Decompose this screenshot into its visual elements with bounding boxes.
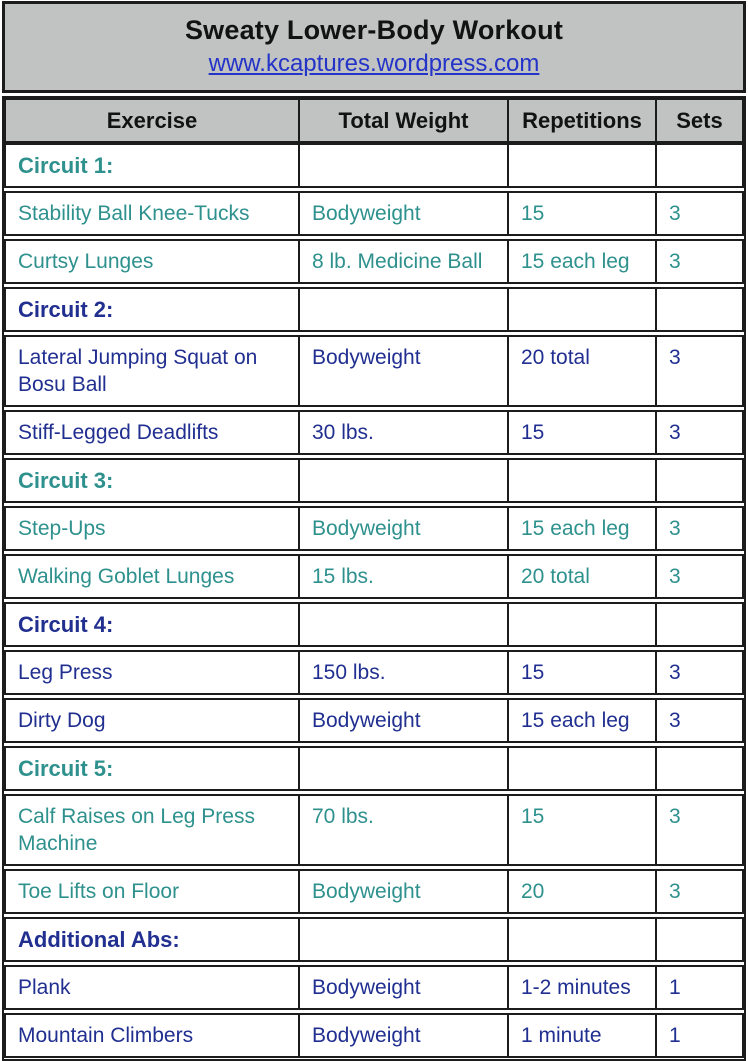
cell-sets [655, 919, 742, 960]
section-row [4, 917, 744, 962]
cell-repetitions: 15 each leg [507, 700, 655, 741]
section-row [4, 287, 744, 332]
cell-total-weight: 8 lb. Medicine Ball [298, 241, 507, 282]
cell-total-weight [298, 919, 507, 960]
cell-total-weight: Bodyweight [298, 700, 507, 741]
cell-exercise: Circuit 4: [18, 612, 114, 637]
cell-total-weight: 30 lbs. [298, 412, 507, 453]
table-row [4, 410, 744, 455]
cell-exercise: Circuit 2: [18, 297, 114, 322]
cell-sets: 3 [655, 193, 742, 234]
table-row [4, 650, 744, 695]
cell-sets: 3 [655, 412, 742, 453]
section-row [4, 143, 744, 188]
cell-exercise: Walking Goblet Lunges [18, 565, 235, 588]
cell-sets: 1 [655, 1015, 742, 1056]
table-row [4, 698, 744, 743]
cell-total-weight: Bodyweight [298, 871, 507, 912]
cell-repetitions: 15 [507, 193, 655, 234]
cell-repetitions: 1 minute [507, 1015, 655, 1056]
table-header-row [4, 98, 744, 143]
table-row [4, 1013, 744, 1058]
cell-exercise: Plank [18, 976, 71, 999]
table-row [4, 794, 744, 866]
section-row [4, 458, 744, 503]
cell-exercise: Dirty Dog [18, 709, 106, 732]
cell-sets: 3 [655, 508, 742, 549]
section-row [4, 602, 744, 647]
page-title: Sweaty Lower-Body Workout [184, 15, 564, 45]
cell-sets: 1 [655, 967, 742, 1008]
table-row [4, 869, 744, 914]
cell-exercise: Step-Ups [18, 517, 106, 540]
table-body [4, 143, 744, 1058]
cell-exercise: Circuit 5: [18, 756, 114, 781]
cell-repetitions [507, 145, 655, 186]
title-block [2, 1, 746, 93]
cell-repetitions [507, 460, 655, 501]
cell-total-weight: 70 lbs. [298, 796, 507, 864]
table-row [4, 191, 744, 236]
workout-sheet [2, 1, 746, 1061]
website-link[interactable]: www.kcaptures.wordpress.com [208, 50, 540, 77]
cell-repetitions: 15 each leg [507, 508, 655, 549]
cell-exercise: Additional Abs: [18, 927, 180, 952]
cell-exercise: Toe Lifts on Floor [18, 880, 180, 903]
cell-exercise: Circuit 1: [18, 153, 114, 178]
cell-repetitions: 15 [507, 652, 655, 693]
table-row [4, 506, 744, 551]
cell-total-weight [298, 748, 507, 789]
cell-exercise: Mountain Climbers [18, 1024, 194, 1047]
cell-repetitions: 15 [507, 412, 655, 453]
column-header-sets: Sets [655, 100, 742, 141]
cell-total-weight: Bodyweight [298, 508, 507, 549]
cell-exercise: Circuit 3: [18, 468, 114, 493]
cell-exercise: Leg Press [18, 661, 113, 684]
cell-total-weight [298, 460, 507, 501]
cell-total-weight: 150 lbs. [298, 652, 507, 693]
cell-sets [655, 748, 742, 789]
cell-sets [655, 145, 742, 186]
cell-total-weight [298, 289, 507, 330]
cell-sets [655, 604, 742, 645]
cell-exercise: Lateral Jumping Squat on Bosu Ball [18, 346, 258, 396]
cell-repetitions [507, 919, 655, 960]
cell-sets: 3 [655, 796, 742, 864]
cell-exercise: Curtsy Lunges [18, 250, 154, 273]
cell-repetitions: 15 each leg [507, 241, 655, 282]
cell-exercise: Calf Raises on Leg Press Machine [18, 805, 255, 855]
cell-repetitions: 20 total [507, 337, 655, 405]
cell-total-weight [298, 145, 507, 186]
table-row [4, 335, 744, 407]
table-row [4, 965, 744, 1010]
table-row [4, 554, 744, 599]
section-row [4, 746, 744, 791]
column-header-repetitions: Repetitions [507, 100, 655, 141]
cell-repetitions [507, 604, 655, 645]
workout-table [2, 96, 746, 1061]
cell-repetitions [507, 289, 655, 330]
cell-repetitions: 20 total [507, 556, 655, 597]
table-row [4, 239, 744, 284]
cell-sets: 3 [655, 337, 742, 405]
cell-sets: 3 [655, 700, 742, 741]
cell-repetitions: 15 [507, 796, 655, 864]
cell-repetitions [507, 748, 655, 789]
cell-sets: 3 [655, 241, 742, 282]
cell-sets: 3 [655, 556, 742, 597]
cell-sets: 3 [655, 652, 742, 693]
column-header-exercise: Exercise [106, 108, 198, 133]
column-header-total-weight: Total Weight [298, 100, 507, 141]
cell-total-weight: Bodyweight [298, 337, 507, 405]
cell-repetitions: 1-2 minutes [507, 967, 655, 1008]
cell-repetitions: 20 [507, 871, 655, 912]
cell-exercise: Stiff-Legged Deadlifts [18, 421, 219, 444]
cell-total-weight: Bodyweight [298, 967, 507, 1008]
cell-total-weight [298, 604, 507, 645]
cell-sets [655, 289, 742, 330]
cell-total-weight: Bodyweight [298, 193, 507, 234]
cell-exercise: Stability Ball Knee-Tucks [18, 202, 250, 225]
cell-total-weight: Bodyweight [298, 1015, 507, 1056]
cell-sets: 3 [655, 871, 742, 912]
cell-total-weight: 15 lbs. [298, 556, 507, 597]
cell-sets [655, 460, 742, 501]
